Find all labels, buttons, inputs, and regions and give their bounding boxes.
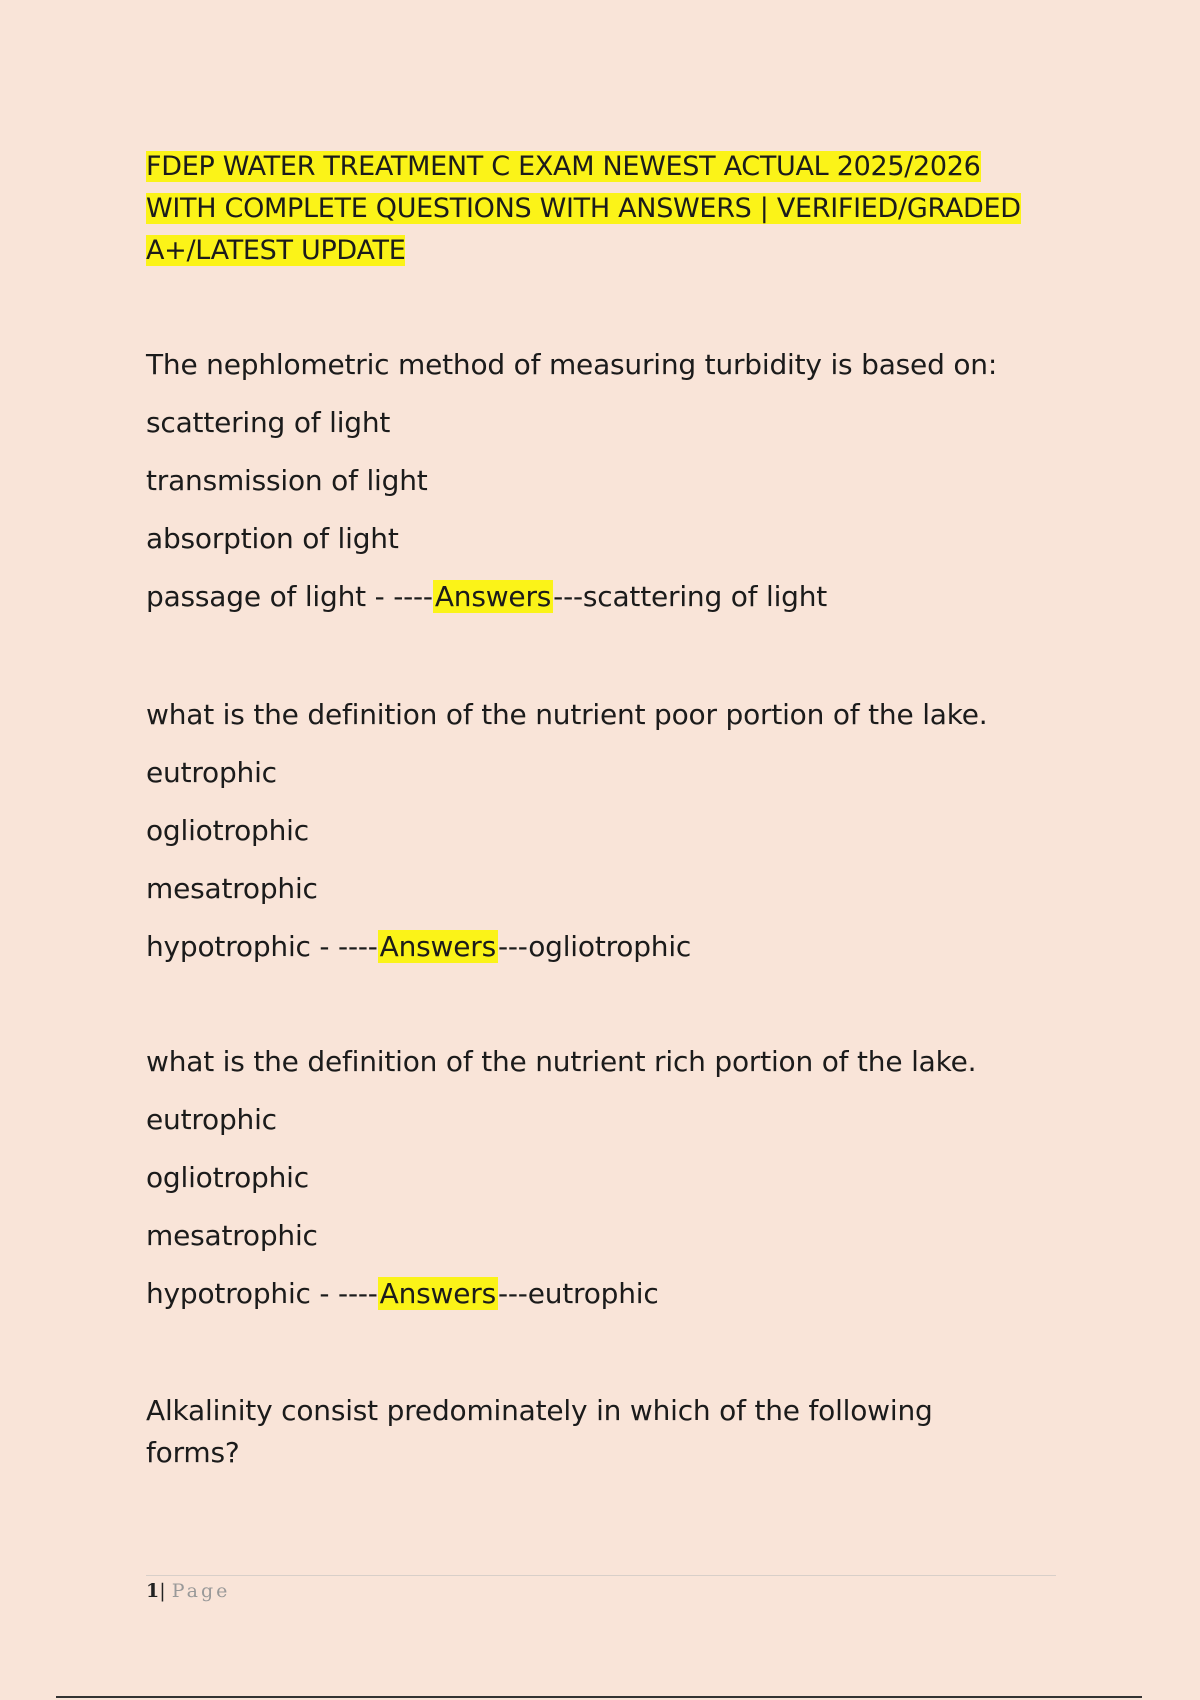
- answer-option: passage of light: [146, 580, 366, 613]
- question-block-1: [146, 336, 1066, 626]
- answer-separator: - ----: [310, 930, 378, 963]
- question-prompt: what is the definition of the nutrient poor portion of the lake.: [146, 698, 988, 731]
- answer-option: hypotrophic: [146, 1277, 311, 1310]
- answer-option: eutrophic: [146, 1103, 277, 1136]
- answer-option: eutrophic: [146, 756, 277, 789]
- question-prompt: The nephlometric method of measuring turbidity is based on:: [146, 348, 998, 381]
- page-number: 1: [146, 1580, 160, 1602]
- footer-separator: |: [159, 1580, 166, 1602]
- answer-separator: ---: [497, 930, 529, 963]
- answer-separator: ---: [553, 580, 583, 613]
- correct-answer: scattering of light: [582, 580, 828, 613]
- answers-label-highlight: Answers: [379, 1277, 496, 1310]
- answer-option: ogliotrophic: [146, 1161, 309, 1194]
- answer-option: ogliotrophic: [146, 814, 309, 847]
- answer-option: mesatrophic: [146, 872, 318, 905]
- page-footer: [146, 1580, 230, 1602]
- footer-divider: [146, 1575, 1056, 1576]
- answers-label-highlight: Answers: [434, 580, 552, 613]
- bottom-border: [56, 1696, 1142, 1698]
- answer-separator: - ----: [310, 1277, 378, 1310]
- question-prompt: Alkalinity consist predominately in which of the following forms?: [146, 1394, 933, 1469]
- answer-line: [146, 918, 1066, 976]
- page-label: Page: [171, 1580, 231, 1602]
- answer-line: [146, 1265, 1066, 1323]
- title-highlight: FDEP WATER TREATMENT C EXAM NEWEST ACTUAL 2025/2026 WITH COMPLETE QUESTIONS WITH ANSWERS | VERIFIED/GRADED A+/LATEST UPDATE: [146, 151, 1021, 266]
- answer-option: absorption of light: [146, 522, 399, 555]
- answer-option: transmission of light: [146, 464, 428, 497]
- answer-line: [146, 568, 1066, 626]
- answers-label-highlight: Answers: [379, 930, 496, 963]
- question-block-2: [146, 686, 1066, 976]
- document-title: [146, 146, 1046, 272]
- question-block-4: [146, 1390, 1066, 1474]
- correct-answer: ogliotrophic: [528, 930, 692, 963]
- question-block-3: [146, 1033, 1066, 1323]
- answer-option: mesatrophic: [146, 1219, 318, 1252]
- answer-separator: ---: [497, 1277, 528, 1310]
- correct-answer: eutrophic: [527, 1277, 659, 1310]
- answer-option: scattering of light: [146, 406, 391, 439]
- question-prompt: what is the definition of the nutrient rich portion of the lake.: [146, 1045, 977, 1078]
- answer-separator: - ----: [365, 580, 433, 613]
- answer-option: hypotrophic: [146, 930, 311, 963]
